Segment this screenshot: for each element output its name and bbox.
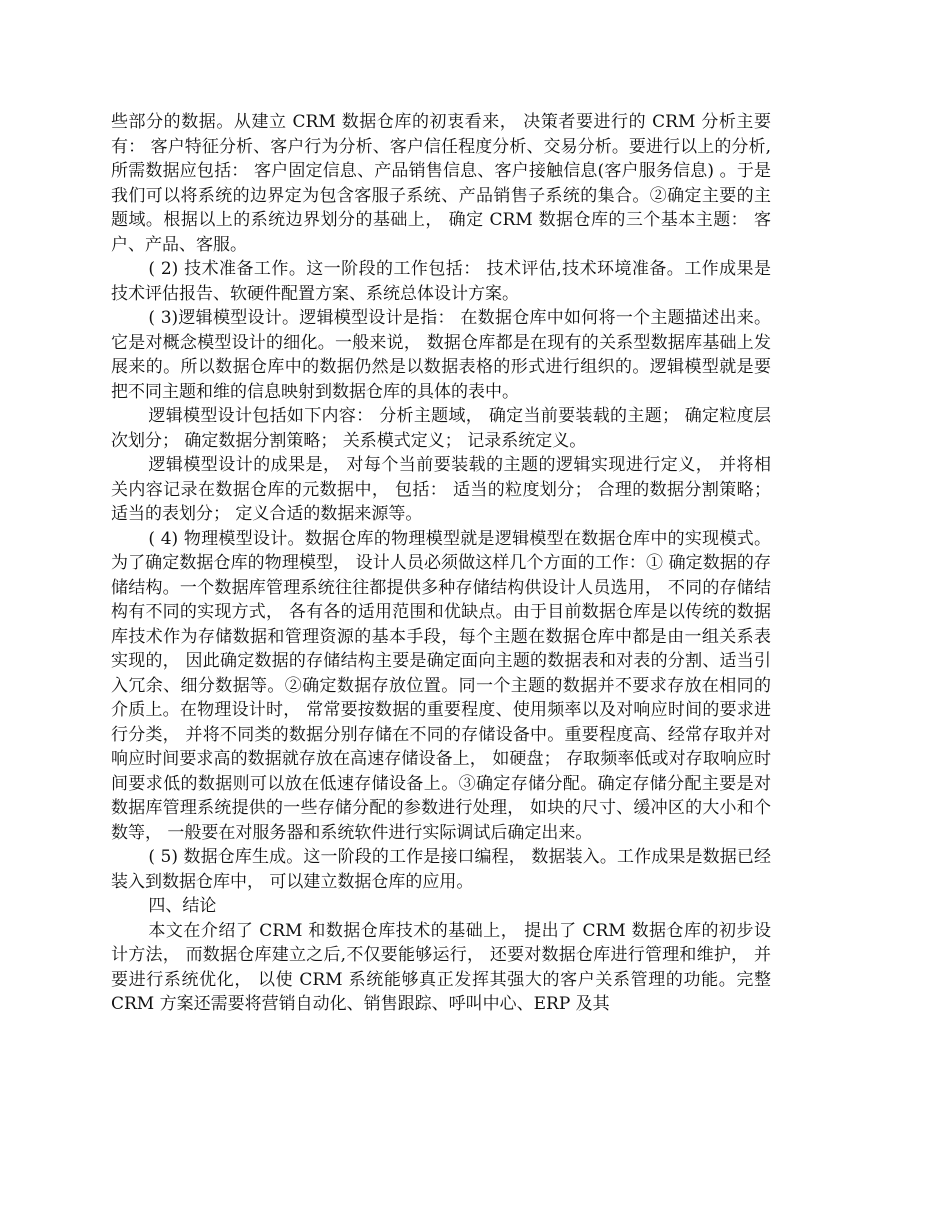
paragraph-5: 逻辑模型设计的成果是， 对每个当前要装载的主题的逻辑实现进行定义， 并将相关内容记录在数据仓库的元数据中， 包括： 适当的粒度划分； 合理的数据分割策略； 适当的表划分； 定义合适的数据来源等。 [111, 455, 771, 524]
paragraph-3: ( 3)逻辑模型设计。逻辑模型设计是指： 在数据仓库中如何将一个主题描述出来。它是对概念模型设计的细化。一般来说， 数据仓库都是在现有的关系型数据库基础上发展来的。所以数据仓库中的数据仍然是以数据表格的形式进行组织的。逻辑模型就是要把不同主题和维的信息映射到数据仓库的具体的表中。 [111, 308, 771, 402]
paragraph-8: 本文在介绍了 CRM 和数据仓库技术的基础上， 提出了 CRM 数据仓库的初步设计方法， 而数据仓库建立之后,不仅要能够运行， 还要对数据仓库进行管理和维护， 并要进行系统优化， 以使 CRM 系统能够真正发挥其强大的客户关系管理的功能。完整 CRM 方案还需要将营销自动化、销售跟踪、呼叫中心、ERP 及其 [111, 920, 771, 1014]
paragraph-7: ( 5) 数据仓库生成。这一阶段的工作是接口编程， 数据装入。工作成果是数据已经装入到数据仓库中， 可以建立数据仓库的应用。 [111, 847, 771, 892]
body-text [111, 110, 771, 1017]
paragraph-4: 逻辑模型设计包括如下内容： 分析主题域， 确定当前要装载的主题； 确定粒度层次划分； 确定数据分割策略； 关系模式定义； 记录系统定义。 [111, 406, 771, 451]
paragraph-2: ( 2) 技术准备工作。这一阶段的工作包括： 技术评估,技术环境准备。工作成果是技术评估报告、软硬件配置方案、系统总体设计方案。 [111, 259, 771, 304]
paragraph-1: 些部分的数据。从建立 CRM 数据仓库的初衷看来， 决策者要进行的 CRM 分析主要有： 客户特征分析、客户行为分析、客户信任程度分析、交易分析。要进行以上的分析,所需数据应包括： 客户固定信息、产品销售信息、客户接触信息(客户服务信息) 。于是我们可以将系统的边界定为包含客服子系统、产品销售子系统的集合。②确定主要的主题域。根据以上的系统边界划分的基础上， 确定 CRM 数据仓库的三个基本主题： 客户、产品、客服。 [111, 112, 771, 255]
paragraph-6: ( 4) 物理模型设计。数据仓库的物理模型就是逻辑模型在数据仓库中的实现模式。为了确定数据仓库的物理模型， 设计人员必须做这样几个方面的工作：① 确定数据的存储结构。一个数据库管理系统往往都提供多种存储结构供设计人员选用， 不同的存储结构有不同的实现方式， 各有各的适用范围和优缺点。由于目前数据仓库是以传统的数据库技术作为存储数据和管理资源的基本手段，每个主题在数据仓库中都是由一组关系表实现的， 因此确定数据的存储结构主要是确定面向主题的数据表和对表的分割、适当引入冗余、细分数据等。②确定数据存放位置。同一个主题的数据并不要求存放在相同的介质上。在物理设计时， 常常要按数据的重要程度、使用频率以及对响应时间的要求进行分类， 并将不同类的数据分别存储在不同的存储设备中。重要程度高、经常存取并对响应时间要求高的数据就存放在高速存储设备上， 如硬盘； 存取频率低或对存取响应时间要求低的数据则可以放在低速存储设备上。③确定存储分配。确定存储分配主要是对数据库管理系统提供的一些存储分配的参数进行处理， 如块的尺寸、缓冲区的大小和个数等， 一般要在对服务器和系统软件进行实际调试后确定出来。 [111, 528, 771, 843]
section-heading-conclusion: 四、结论 [148, 896, 217, 916]
